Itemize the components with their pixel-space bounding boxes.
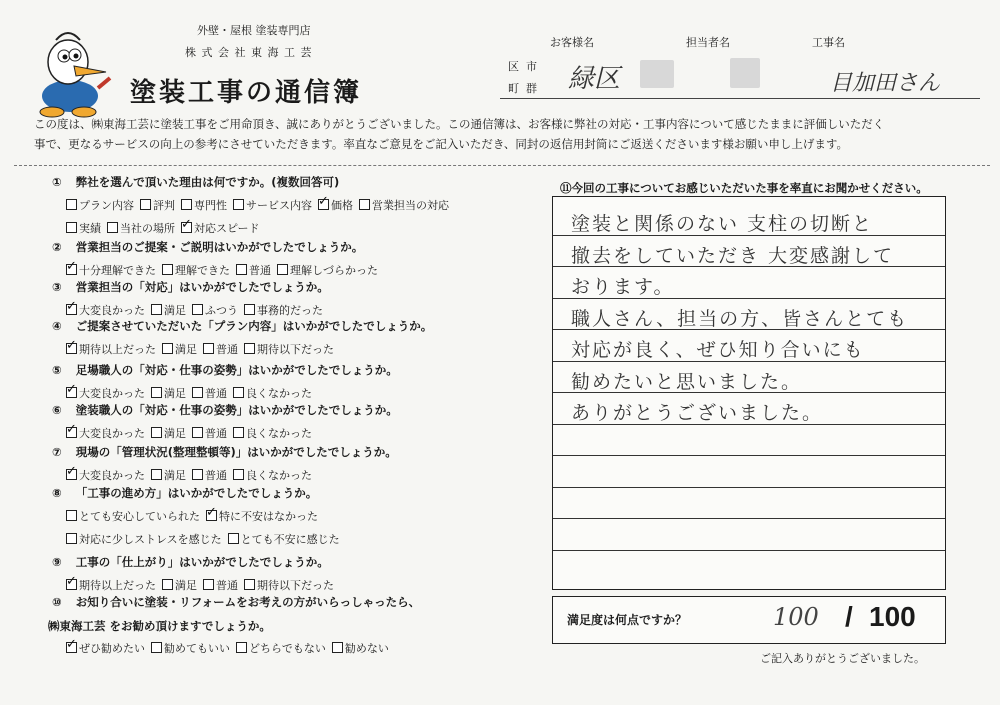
checkbox-option[interactable] <box>140 199 175 212</box>
checkbox-icon[interactable] <box>162 264 173 275</box>
customer-name-handwritten: 緑区 <box>568 64 621 94</box>
checkbox-option[interactable] <box>236 642 326 655</box>
checkbox-icon[interactable] <box>66 222 77 233</box>
question-number: ⑨ <box>52 555 62 569</box>
checkbox-option[interactable] <box>233 427 312 440</box>
option-row <box>66 640 420 656</box>
handwritten-comment-line: ありがとうございました。 <box>571 402 824 424</box>
checkbox-icon[interactable] <box>233 469 244 480</box>
checkbox-option[interactable] <box>228 533 340 546</box>
option-label: 満足 <box>175 579 197 592</box>
checkbox-icon[interactable] <box>192 304 203 315</box>
handwritten-comment-line: 職人さん、担当の方、皆さんとても <box>571 307 909 330</box>
option-label: サービス内容 <box>246 199 312 212</box>
checkbox-option[interactable] <box>66 304 145 317</box>
checkbox-option[interactable] <box>192 469 227 482</box>
mascot-duck-logo <box>28 18 118 118</box>
question-text <box>52 239 384 255</box>
ruled-line <box>553 487 945 488</box>
customer-label: お客様名 <box>550 36 594 49</box>
option-label: 理解できた <box>175 264 230 277</box>
option-label: 良くなかった <box>246 427 312 440</box>
checkbox-icon[interactable] <box>203 343 214 354</box>
question-number: ③ <box>52 280 62 294</box>
option-label: 普通 <box>205 427 227 440</box>
option-row <box>66 425 398 441</box>
option-label: 大変良かった <box>79 304 145 317</box>
shop-type: 外壁・屋根 塗装専門店 <box>197 24 311 37</box>
option-label: 十分理解できた <box>79 264 156 277</box>
checkbox-option[interactable] <box>244 579 334 592</box>
question-number: ⑥ <box>52 403 62 417</box>
checkbox-icon[interactable] <box>233 427 244 438</box>
comment-box <box>552 196 946 590</box>
option-label: プラン内容 <box>79 199 134 212</box>
checkbox-icon[interactable] <box>203 579 214 590</box>
checkbox-option[interactable] <box>244 343 334 356</box>
option-label: 普通 <box>205 387 227 400</box>
question-label: 現場の「管理状況(整理整頓等)」はいかがでしたでしょうか。 <box>75 445 397 459</box>
checked-checkbox-icon[interactable] <box>66 579 77 590</box>
checkbox-option[interactable] <box>162 343 197 356</box>
option-row <box>66 197 455 213</box>
question-text <box>52 485 346 501</box>
option-row <box>66 467 397 483</box>
company-name: 株 式 会 社 東 海 工 芸 <box>185 46 313 59</box>
checkbox-option[interactable] <box>162 579 197 592</box>
option-label: 普通 <box>216 579 238 592</box>
q11-title: ⑪今回の工事についてお感じいただいた事を率直にお聞かせください。 <box>560 181 928 195</box>
checkbox-icon[interactable] <box>66 199 77 210</box>
question-block <box>52 402 398 441</box>
checkbox-option[interactable] <box>66 579 156 592</box>
checkbox-option[interactable] <box>244 304 323 317</box>
checkbox-option[interactable] <box>66 533 222 546</box>
option-row <box>66 385 398 401</box>
question-number: ① <box>52 175 62 189</box>
handwritten-comment-line: 勧めたいと思いました。 <box>571 370 803 393</box>
checkbox-option[interactable] <box>181 199 227 212</box>
question-label: ご提案させていただいた「プラン内容」はいかがでしたでしょうか。 <box>75 319 433 333</box>
question-label: お知り合いに塗装・リフォームをお考えの方がいらっしゃったら、 <box>75 595 421 609</box>
staff-label: 担当者名 <box>686 36 730 49</box>
checkbox-option[interactable] <box>203 343 238 356</box>
question-text <box>52 594 420 610</box>
page-title: 塗装工事の通信簿 <box>130 78 363 108</box>
option-label: 対応スピード <box>194 222 260 235</box>
checkbox-option[interactable] <box>206 510 318 523</box>
checked-checkbox-icon[interactable] <box>318 199 329 210</box>
option-label: 良くなかった <box>246 387 312 400</box>
question-number: ⑧ <box>52 486 62 500</box>
checked-checkbox-icon[interactable] <box>181 222 192 233</box>
question-block <box>52 554 340 593</box>
option-row <box>66 220 455 236</box>
option-row <box>66 302 329 318</box>
checkbox-option[interactable] <box>66 427 145 440</box>
checked-checkbox-icon[interactable] <box>66 469 77 480</box>
checkbox-option[interactable] <box>66 343 156 356</box>
checkbox-option[interactable] <box>66 510 200 523</box>
option-label: とても不安に感じた <box>240 533 340 546</box>
option-label: 期待以下だった <box>257 343 334 356</box>
checked-checkbox-icon[interactable] <box>66 304 77 315</box>
checkbox-icon[interactable] <box>228 533 239 544</box>
redacted-name <box>640 60 674 88</box>
checkbox-option[interactable] <box>151 387 186 400</box>
checkbox-icon[interactable] <box>244 343 255 354</box>
question-text <box>52 402 398 418</box>
option-label: 期待以下だった <box>257 579 334 592</box>
question-label: 工事の「仕上がり」はいかがでしたでしょうか。 <box>75 555 329 569</box>
checkbox-option[interactable] <box>203 579 238 592</box>
option-label: 満足 <box>175 343 197 356</box>
checkbox-option[interactable] <box>66 469 145 482</box>
question-label: 塗装職人の「対応・仕事の姿勢」はいかがでしたでしょうか。 <box>75 403 398 417</box>
checkbox-option[interactable] <box>233 199 312 212</box>
checkbox-icon[interactable] <box>162 579 173 590</box>
checkbox-option[interactable] <box>359 199 449 212</box>
question-block <box>52 318 432 357</box>
question-label: 営業担当の「対応」はいかがでしたでしょうか。 <box>75 280 329 294</box>
option-label: 大変良かった <box>79 469 145 482</box>
checkbox-option[interactable] <box>66 642 145 655</box>
project-label: 工事名 <box>812 36 845 49</box>
option-row <box>66 531 346 547</box>
question-text <box>52 554 340 570</box>
option-label: 満足 <box>164 387 186 400</box>
ruled-line <box>553 518 945 519</box>
option-label: どちらでもない <box>249 642 326 655</box>
question-text <box>52 362 398 378</box>
handwritten-comment-line: 塗装と関係のない 支柱の切断と <box>571 213 874 235</box>
option-label: 特に不安はなかった <box>219 510 318 523</box>
score-max: 100 <box>869 601 916 632</box>
checkbox-option[interactable] <box>277 264 378 277</box>
option-label: 期待以上だった <box>79 579 156 592</box>
checkbox-option[interactable] <box>151 304 186 317</box>
question-number: ④ <box>52 319 62 333</box>
question-text <box>52 279 329 295</box>
option-label: 営業担当の対応 <box>372 199 449 212</box>
question-block <box>52 279 329 318</box>
handwritten-comment-line: 対応が良く、ぜひ知り合いにも <box>571 339 865 361</box>
checkbox-option[interactable] <box>192 304 238 317</box>
option-label: 大変良かった <box>79 427 145 440</box>
option-label: 勧めてもいい <box>164 642 230 655</box>
checkbox-option[interactable] <box>151 427 186 440</box>
checkbox-icon[interactable] <box>181 199 192 210</box>
option-row <box>66 262 384 278</box>
question-block <box>52 362 398 401</box>
score-handwritten: 100 <box>773 603 819 631</box>
option-row <box>66 341 432 357</box>
question-number: ⑩ <box>52 595 62 609</box>
checkbox-option[interactable] <box>236 264 271 277</box>
checkbox-option[interactable] <box>192 427 227 440</box>
checkbox-icon[interactable] <box>244 579 255 590</box>
option-label: 普通 <box>249 264 271 277</box>
option-label: 価格 <box>331 199 353 212</box>
question-number: ⑤ <box>52 363 62 377</box>
question-label-line2: ㈱東海工芸 をお勧め頂けますでしょうか。 <box>48 619 271 633</box>
redacted-staff <box>730 58 760 88</box>
checkbox-option[interactable] <box>107 222 175 235</box>
option-label: 普通 <box>205 469 227 482</box>
checkbox-option[interactable] <box>162 264 230 277</box>
satisfaction-label: 満足度は何点ですか？ <box>567 613 688 627</box>
name-underline <box>500 98 980 99</box>
divider <box>14 165 990 166</box>
checkbox-icon[interactable] <box>151 642 162 653</box>
checkbox-icon[interactable] <box>332 642 343 653</box>
score-separator: / <box>845 601 853 632</box>
checkbox-option[interactable] <box>181 222 260 235</box>
checkbox-icon[interactable] <box>192 387 203 398</box>
checked-checkbox-icon[interactable] <box>66 642 77 653</box>
checkbox-option[interactable] <box>332 642 389 655</box>
question-label: 足場職人の「対応・仕事の姿勢」はいかがでしたでしょうか。 <box>75 363 398 377</box>
option-label: 事務的だった <box>257 304 323 317</box>
satisfaction-box <box>552 596 946 644</box>
checkbox-icon[interactable] <box>151 469 162 480</box>
option-label: 当社の場所 <box>120 222 175 235</box>
checkbox-icon[interactable] <box>233 199 244 210</box>
checked-checkbox-icon[interactable] <box>66 343 77 354</box>
question-number: ② <box>52 240 62 254</box>
option-label: とても安心していられた <box>79 510 200 523</box>
checkbox-option[interactable] <box>318 199 353 212</box>
question-text <box>52 318 432 334</box>
question-block <box>52 239 384 278</box>
checkbox-icon[interactable] <box>162 343 173 354</box>
checkbox-option[interactable] <box>192 387 227 400</box>
option-label: 普通 <box>216 343 238 356</box>
option-label: 実績 <box>79 222 101 235</box>
option-row <box>66 508 346 524</box>
question-block <box>52 174 455 236</box>
checkbox-icon[interactable] <box>244 304 255 315</box>
option-label: 期待以上だった <box>79 343 156 356</box>
intro-line: この度は、㈱東海工芸に塗装工事をご用命頂き、誠にありがとうございました。この通信簿は、お客様に弊社の対応・工事内容について感じたままに評価しいただく <box>34 117 885 131</box>
option-row <box>66 577 340 593</box>
checked-checkbox-icon[interactable] <box>66 387 77 398</box>
town-county-label: 町 群 <box>508 82 537 95</box>
project-name-handwritten: 目加田さん <box>830 71 941 96</box>
question-block <box>52 444 397 483</box>
checkbox-option[interactable] <box>151 469 186 482</box>
checkbox-icon[interactable] <box>233 387 244 398</box>
checkbox-icon[interactable] <box>192 469 203 480</box>
checked-checkbox-icon[interactable] <box>66 427 77 438</box>
ward-city-label: 区 市 <box>508 60 537 73</box>
option-label: 評判 <box>153 199 175 212</box>
intro-text <box>34 114 984 154</box>
checkbox-icon[interactable] <box>140 199 151 210</box>
checkbox-icon[interactable] <box>66 510 77 521</box>
checkbox-icon[interactable] <box>66 533 77 544</box>
checkbox-icon[interactable] <box>107 222 118 233</box>
checkbox-icon[interactable] <box>236 642 247 653</box>
checkbox-option[interactable] <box>233 387 312 400</box>
question-label: 弊社を選んで頂いた理由は何ですか。(複数回答可) <box>75 175 340 189</box>
question-block <box>52 485 346 547</box>
checkbox-icon[interactable] <box>359 199 370 210</box>
checkbox-option[interactable] <box>66 222 101 235</box>
option-label: ぜひ勧めたい <box>79 642 145 655</box>
option-label: 勧めない <box>344 642 389 655</box>
option-label: 満足 <box>164 427 186 440</box>
question-text <box>52 444 397 460</box>
checkbox-option[interactable] <box>66 264 156 277</box>
checkbox-icon[interactable] <box>277 264 288 275</box>
handwritten-comment-line: 撤去をしていただき 大変感謝して <box>571 244 895 267</box>
option-label: 満足 <box>164 469 186 482</box>
question-label: 「工事の進め方」はいかがでしたでしょうか。 <box>75 486 318 500</box>
checkbox-icon[interactable] <box>151 387 162 398</box>
checkbox-icon[interactable] <box>151 304 162 315</box>
handwritten-comment-line: おります。 <box>571 276 675 298</box>
checkbox-option[interactable] <box>233 469 312 482</box>
checkbox-icon[interactable] <box>192 427 203 438</box>
checkbox-icon[interactable] <box>236 264 247 275</box>
option-label: 良くなかった <box>246 469 312 482</box>
checkbox-icon[interactable] <box>151 427 162 438</box>
ruled-line <box>553 455 945 456</box>
checkbox-option[interactable] <box>66 387 145 400</box>
checked-checkbox-icon[interactable] <box>66 264 77 275</box>
option-label: 満足 <box>164 304 186 317</box>
question-label: 営業担当のご提案・ご説明はいかがでしたでしょうか。 <box>75 240 364 254</box>
intro-line: 事で、更なるサービスの向上の参考にさせていただきます。率直なご意見をご記入いただき、同封の返信用封筒にご返送くださいます様お願い申し上げます。 <box>34 137 848 151</box>
checkbox-option[interactable] <box>151 642 230 655</box>
option-label: 理解しづらかった <box>290 264 378 277</box>
checked-checkbox-icon[interactable] <box>206 510 217 521</box>
thanks-text: ご記入ありがとうございました。 <box>760 652 925 665</box>
question-number: ⑦ <box>52 445 62 459</box>
question-text <box>52 174 455 190</box>
option-label: 大変良かった <box>79 387 145 400</box>
ruled-line <box>553 550 945 551</box>
option-label: 対応に少しストレスを感じた <box>79 533 222 546</box>
checkbox-option[interactable] <box>66 199 134 212</box>
option-label: ふつう <box>205 304 238 317</box>
option-label: 専門性 <box>194 199 227 212</box>
question-block <box>48 594 421 656</box>
